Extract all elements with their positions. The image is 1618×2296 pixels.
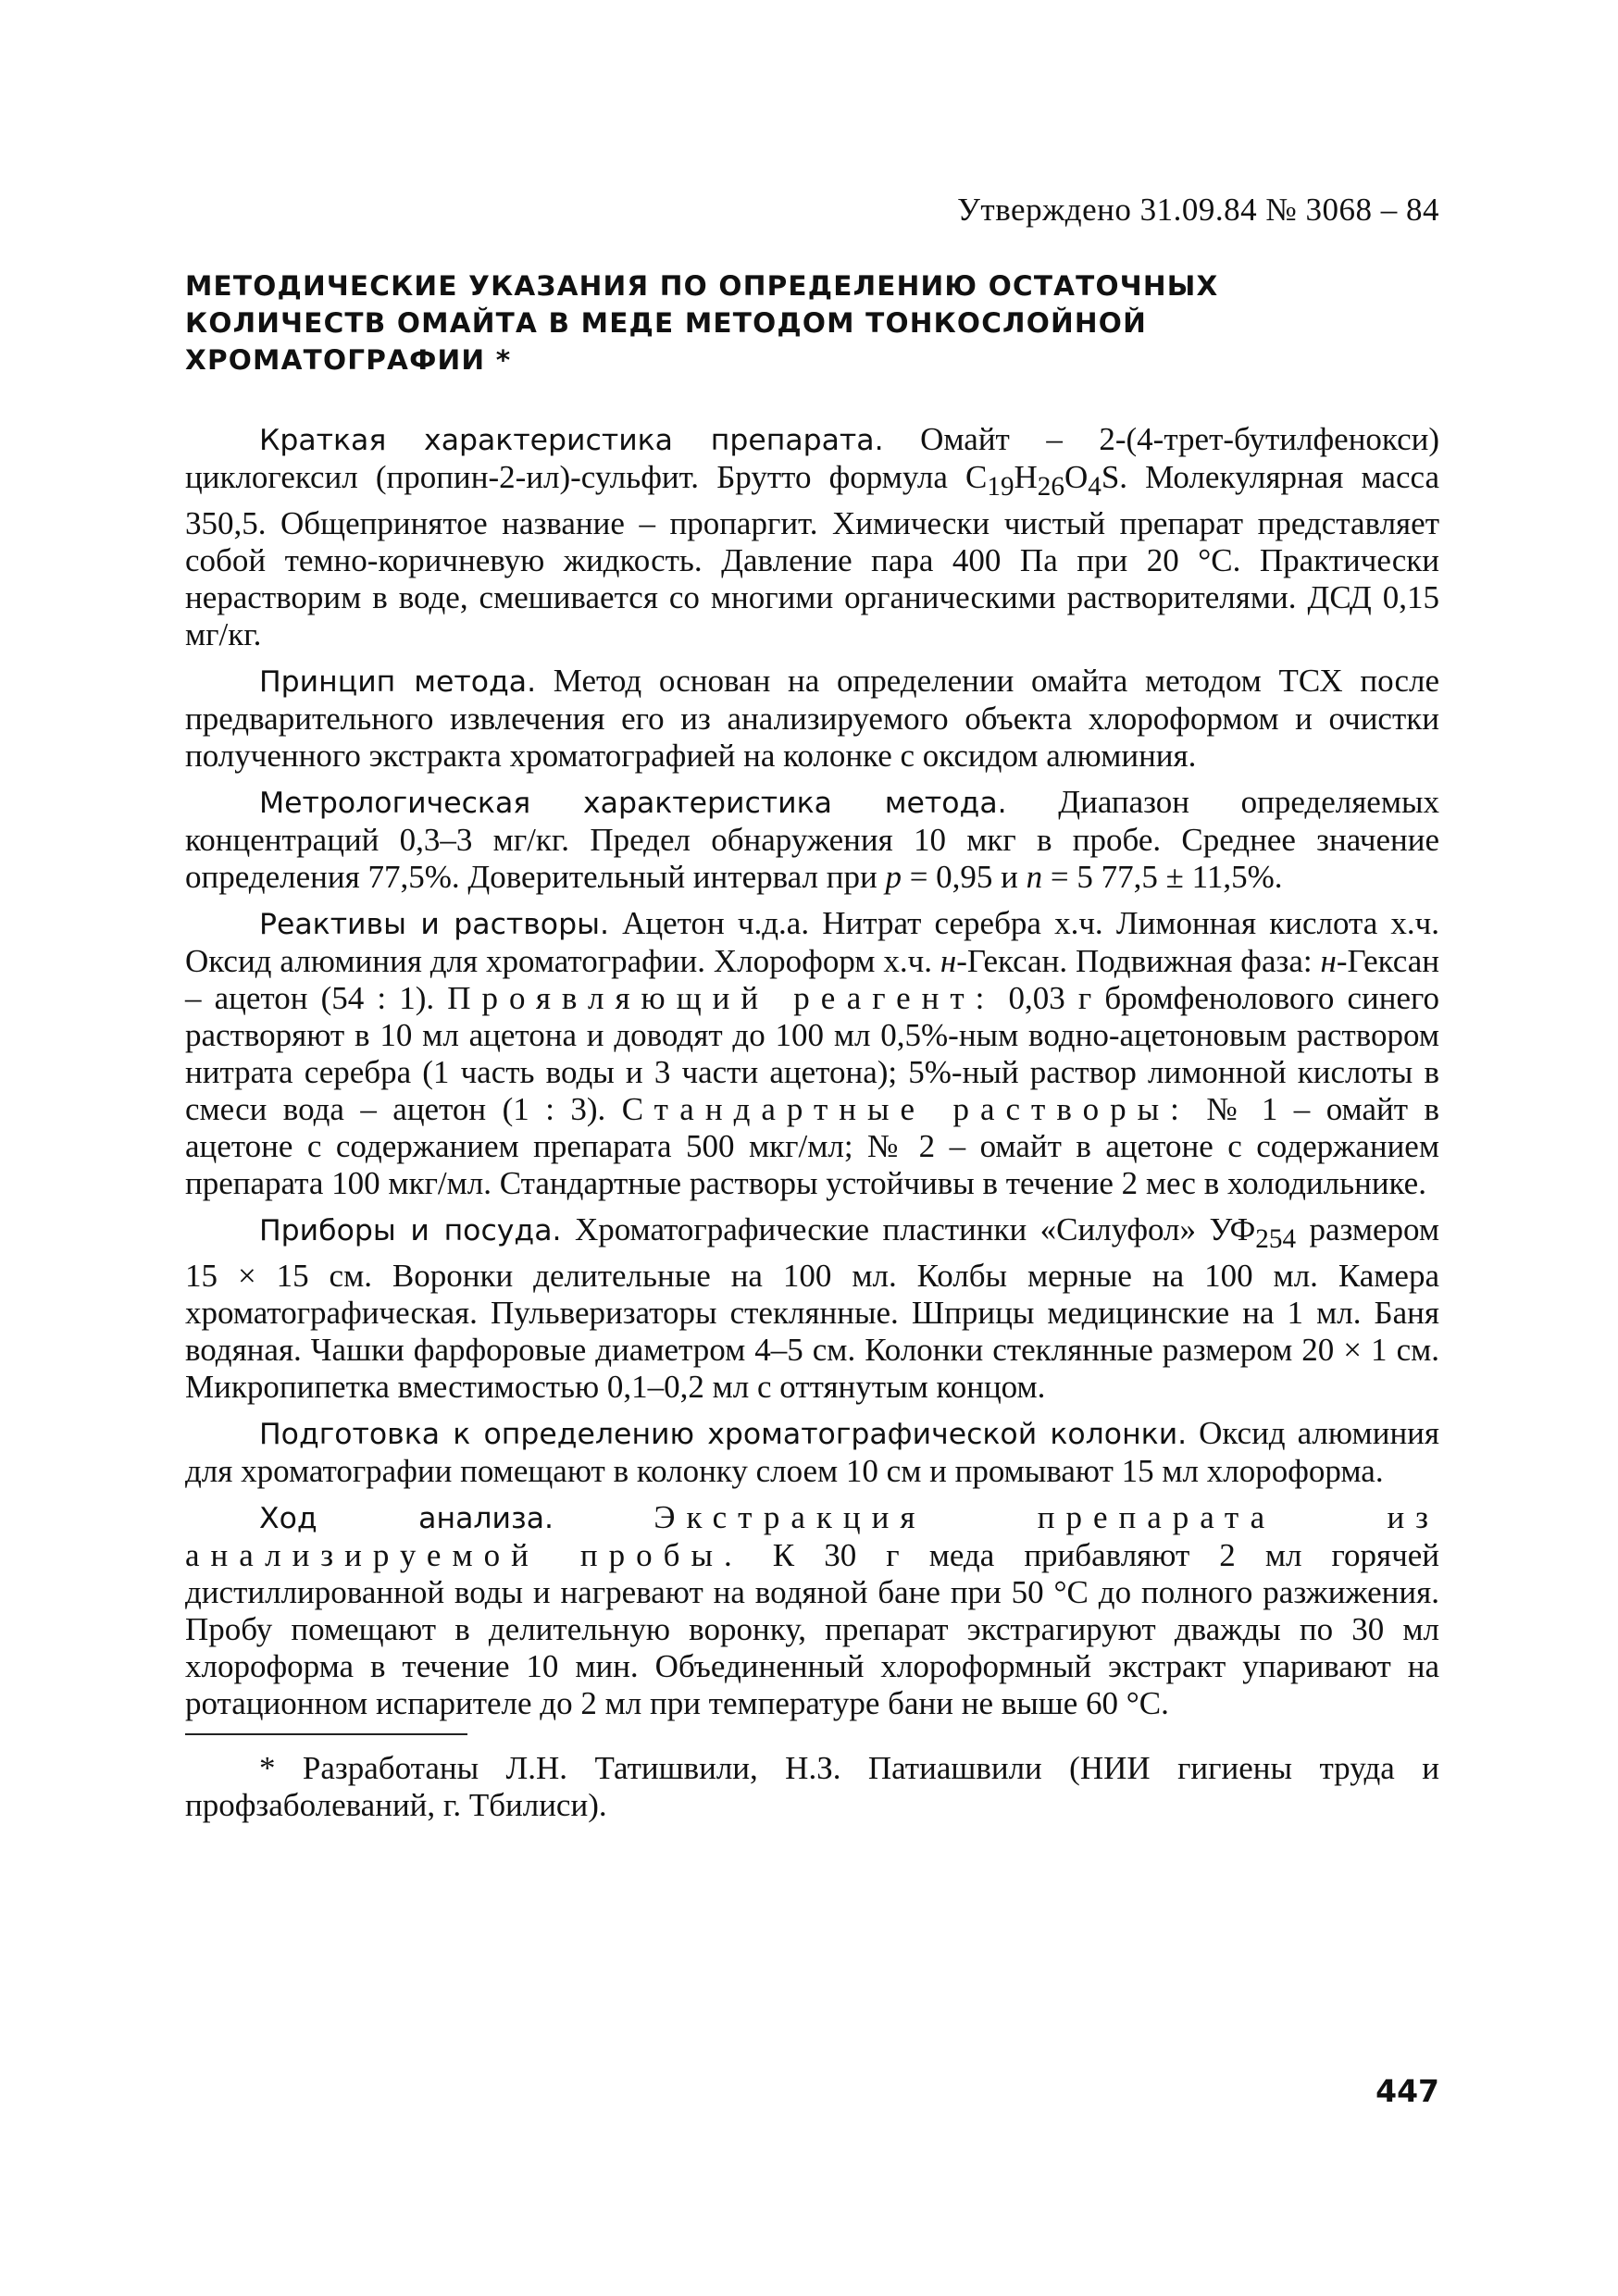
section-text: № 1 – омайт в ацетоне с содержанием препарата 500 мкг/мл; № 2 – омайт в ацетоне с содержанием препарата 100 мкг/мл. Стандартные растворы устойчивы в течение 2 мес в холодильнике. bbox=[185, 1091, 1439, 1201]
section-equipment bbox=[185, 1211, 1439, 1406]
section-heading: Метрологическая характеристика метода. bbox=[259, 787, 1007, 820]
section-text: Омайт – 2-(4-трет-бутилфенокси) циклогексил (пропин-2-ил)-сульфит. Брутто формула C bbox=[185, 421, 1439, 495]
section-text: S. Молекулярная масса 350,5. Общепринятое название – пропаргит. Химически чистый препарат представляет собой темно-коричневую жидкость. Давление пара 400 Па при 20 °С. Практически нерастворим в воде, смешивается со многими органическими растворителями. ДСД 0,15 мг/кг. bbox=[185, 459, 1439, 652]
section-text: Хроматографические пластинки «Силуфол» УФ bbox=[561, 1211, 1256, 1247]
spaced-subheading: Экстракция препарата из анализируемой пробы. bbox=[185, 1499, 1439, 1573]
title-line-1: МЕТОДИЧЕСКИЕ УКАЗАНИЯ ПО ОПРЕДЕЛЕНИЮ ОСТАТОЧНЫХ bbox=[185, 270, 1219, 302]
section-heading: Приборы и посуда. bbox=[259, 1214, 562, 1247]
section-text: -Гексан – ацетон (54 : 1). bbox=[185, 943, 1439, 1016]
formula-subscript: 26 bbox=[1037, 472, 1064, 502]
section-text: -Гексан. Подвижная фаза: bbox=[956, 943, 1321, 979]
formula-text: H bbox=[1014, 459, 1038, 495]
formula-subscript: 19 bbox=[987, 472, 1014, 502]
spaced-subheading: Стандартные растворы: bbox=[621, 1091, 1190, 1127]
section-heading: Принцип метода. bbox=[259, 665, 537, 699]
section-heading: Подготовка к определению хроматографической колонки. bbox=[259, 1418, 1188, 1451]
uv-subscript: 254 bbox=[1255, 1224, 1297, 1254]
section-text: Оксид алюминия для хроматографии помещают в колонку слоем 10 см и промывают 15 мл хлороформа. bbox=[185, 1415, 1439, 1489]
formula-text: O bbox=[1064, 459, 1089, 495]
section-procedure bbox=[185, 1499, 1439, 1722]
section-text: = 0,95 и bbox=[901, 859, 1027, 895]
title-line-2: КОЛИЧЕСТВ ОМАЙТА В МЕДЕ МЕТОДОМ ТОНКОСЛОЙНОЙ bbox=[185, 307, 1147, 339]
section-reagents bbox=[185, 905, 1439, 1202]
document-page bbox=[185, 190, 1439, 1824]
n-prefix: н bbox=[940, 943, 957, 979]
section-text: Диапазон определяемых концентраций 0,3–3 мг/кг. Предел обнаружения 10 мкг в пробе. Среднее значение определения 77,5%. Доверительный интервал при bbox=[185, 784, 1439, 895]
section-text: Метод основан на определении омайта методом ТСХ после предварительного извлечения его из анализируемого объекта хлороформом и очистки полученного экстракта хроматографией на колонке с оксидом алюминия. bbox=[185, 663, 1439, 774]
section-text: К 30 г меда прибавляют 2 мл горячей дистиллированной воды и нагревают на водяной бане при 50 °С до полного разжижения. Пробу помещают в делительную воронку, препарат экстрагируют дважды по 30 мл хлороформа в течение 10 мин. Объединенный хлороформный экстракт упаривают на ротационном испарителе до 2 мл при температуре бани не выше 60 °С. bbox=[185, 1537, 1440, 1721]
section-principle bbox=[185, 663, 1439, 775]
section-column-prep bbox=[185, 1415, 1439, 1490]
section-metrology bbox=[185, 784, 1439, 896]
section-heading: Реактивы и растворы. bbox=[259, 908, 609, 941]
formula-subscript: 4 bbox=[1088, 472, 1101, 502]
section-text: Ацетон ч.д.а. Нитрат серебра х.ч. Лимонная кислота х.ч. Оксид алюминия для хроматографии. Хлороформ х.ч. bbox=[185, 905, 1439, 979]
spaced-subheading: Проявляющий реагент: bbox=[447, 980, 996, 1016]
n-symbol: n bbox=[1026, 859, 1043, 895]
section-text: = 5 77,5 ± 11,5%. bbox=[1042, 859, 1283, 895]
n-prefix: н bbox=[1320, 943, 1337, 979]
footnote-divider bbox=[185, 1733, 467, 1735]
footnote: * Разработаны Л.Н. Татишвили, Н.З. Патиашвили (НИИ гигиены труда и профзаболеваний, г. Тбилиси). bbox=[185, 1750, 1439, 1823]
page-number: 447 bbox=[1375, 2073, 1439, 2109]
section-characteristics bbox=[185, 421, 1439, 653]
title-line-3: ХРОМАТОГРАФИИ * bbox=[185, 344, 512, 376]
section-heading: Краткая характеристика препарата. bbox=[259, 424, 884, 457]
section-heading: Ход анализа. bbox=[259, 1502, 554, 1535]
document-title bbox=[185, 267, 1439, 379]
p-symbol: p bbox=[885, 859, 902, 895]
section-text: 0,03 г бромфенолового синего растворяют в 10 мл ацетона и доводят до 100 мл 0,5%-ным водно-ацетоновым раствором нитрата серебра (1 часть воды и 3 части ацетона); 5%-ный раствор лимонной кислоты в смеси вода – ацетон (1 : 3). bbox=[185, 980, 1439, 1127]
approval-line: Утверждено 31.09.84 № 3068 – 84 bbox=[957, 192, 1439, 228]
section-text: размером 15 × 15 см. Воронки делительные на 100 мл. Колбы мерные на 100 мл. Камера хроматографическая. Пульверизаторы стеклянные. Шприцы медицинские на 1 мл. Баня водяная. Чашки фарфоровые диаметром 4–5 см. Колонки стеклянные размером 20 × 1 см. Микропипетка вместимостью 0,1–0,2 мл с оттянутым концом. bbox=[185, 1211, 1439, 1405]
